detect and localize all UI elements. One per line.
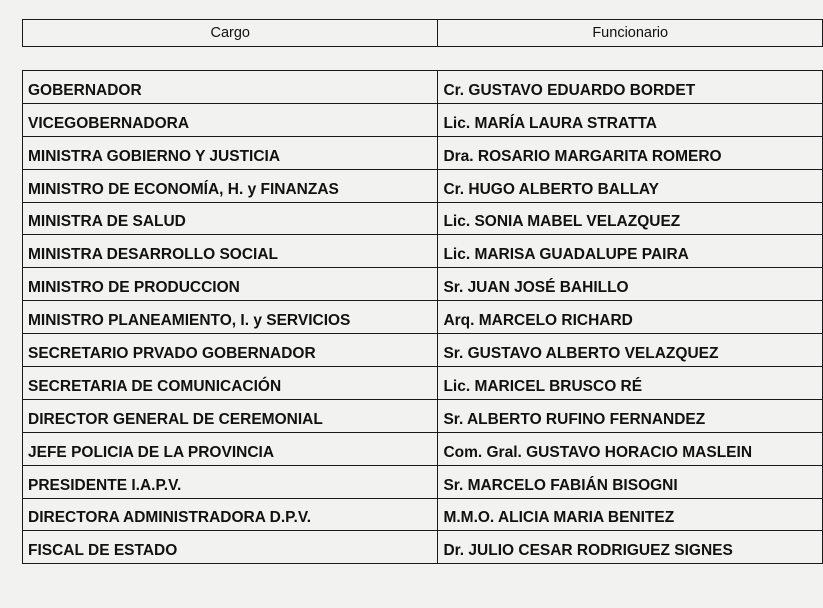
funcionario-cell: Sr. MARCELO FABIÁN BISOGNI	[438, 465, 823, 498]
table-row	[23, 235, 823, 268]
funcionario-cell: Lic. SONIA MABEL VELAZQUEZ	[438, 202, 823, 235]
funcionario-cell: Lic. MARÍA LAURA STRATTA	[438, 103, 823, 136]
funcionario-cell: M.M.O. ALICIA MARIA BENITEZ	[438, 498, 823, 531]
officials-table-body	[23, 71, 823, 564]
header-table	[22, 19, 823, 47]
table-row	[23, 399, 823, 432]
table-row	[23, 169, 823, 202]
table-row	[23, 432, 823, 465]
table-row	[23, 367, 823, 400]
cargo-cell: GOBERNADOR	[23, 71, 438, 104]
cargo-cell: PRESIDENTE I.A.P.V.	[23, 465, 438, 498]
table-row	[23, 202, 823, 235]
table-row	[23, 103, 823, 136]
table-row	[23, 301, 823, 334]
cargo-cell: MINISTRA DE SALUD	[23, 202, 438, 235]
cargo-cell: DIRECTORA ADMINISTRADORA D.P.V.	[23, 498, 438, 531]
funcionario-cell: Dr. JULIO CESAR RODRIGUEZ SIGNES	[438, 531, 823, 564]
table-row	[23, 465, 823, 498]
funcionario-cell: Com. Gral. GUSTAVO HORACIO MASLEIN	[438, 432, 823, 465]
cargo-cell: FISCAL DE ESTADO	[23, 531, 438, 564]
funcionario-cell: Cr. HUGO ALBERTO BALLAY	[438, 169, 823, 202]
funcionario-cell: Cr. GUSTAVO EDUARDO BORDET	[438, 71, 823, 104]
cargo-cell: DIRECTOR GENERAL DE CEREMONIAL	[23, 399, 438, 432]
header-row	[23, 20, 823, 47]
funcionario-cell: Lic. MARISA GUADALUPE PAIRA	[438, 235, 823, 268]
cargo-cell: SECRETARIA DE COMUNICACIÓN	[23, 367, 438, 400]
table-row	[23, 136, 823, 169]
cargo-cell: MINISTRO DE PRODUCCION	[23, 268, 438, 301]
header-funcionario: Funcionario	[438, 20, 823, 47]
funcionario-cell: Lic. MARICEL BRUSCO RÉ	[438, 367, 823, 400]
cargo-cell: VICEGOBERNADORA	[23, 103, 438, 136]
officials-table	[22, 70, 823, 564]
cargo-cell: MINISTRA DESARROLLO SOCIAL	[23, 235, 438, 268]
funcionario-cell: Sr. JUAN JOSÉ BAHILLO	[438, 268, 823, 301]
funcionario-cell: Arq. MARCELO RICHARD	[438, 301, 823, 334]
cargo-cell: JEFE POLICIA DE LA PROVINCIA	[23, 432, 438, 465]
cargo-cell: MINISTRA GOBIERNO Y JUSTICIA	[23, 136, 438, 169]
funcionario-cell: Sr. ALBERTO RUFINO FERNANDEZ	[438, 399, 823, 432]
header-cargo: Cargo	[23, 20, 438, 47]
funcionario-cell: Dra. ROSARIO MARGARITA ROMERO	[438, 136, 823, 169]
cargo-cell: MINISTRO DE ECONOMÍA, H. y FINANZAS	[23, 169, 438, 202]
table-row	[23, 71, 823, 104]
cargo-cell: SECRETARIO PRVADO GOBERNADOR	[23, 334, 438, 367]
cargo-cell: MINISTRO PLANEAMIENTO, I. y SERVICIOS	[23, 301, 438, 334]
funcionario-cell: Sr. GUSTAVO ALBERTO VELAZQUEZ	[438, 334, 823, 367]
table-row	[23, 498, 823, 531]
table-row	[23, 531, 823, 564]
table-row	[23, 268, 823, 301]
table-row	[23, 334, 823, 367]
